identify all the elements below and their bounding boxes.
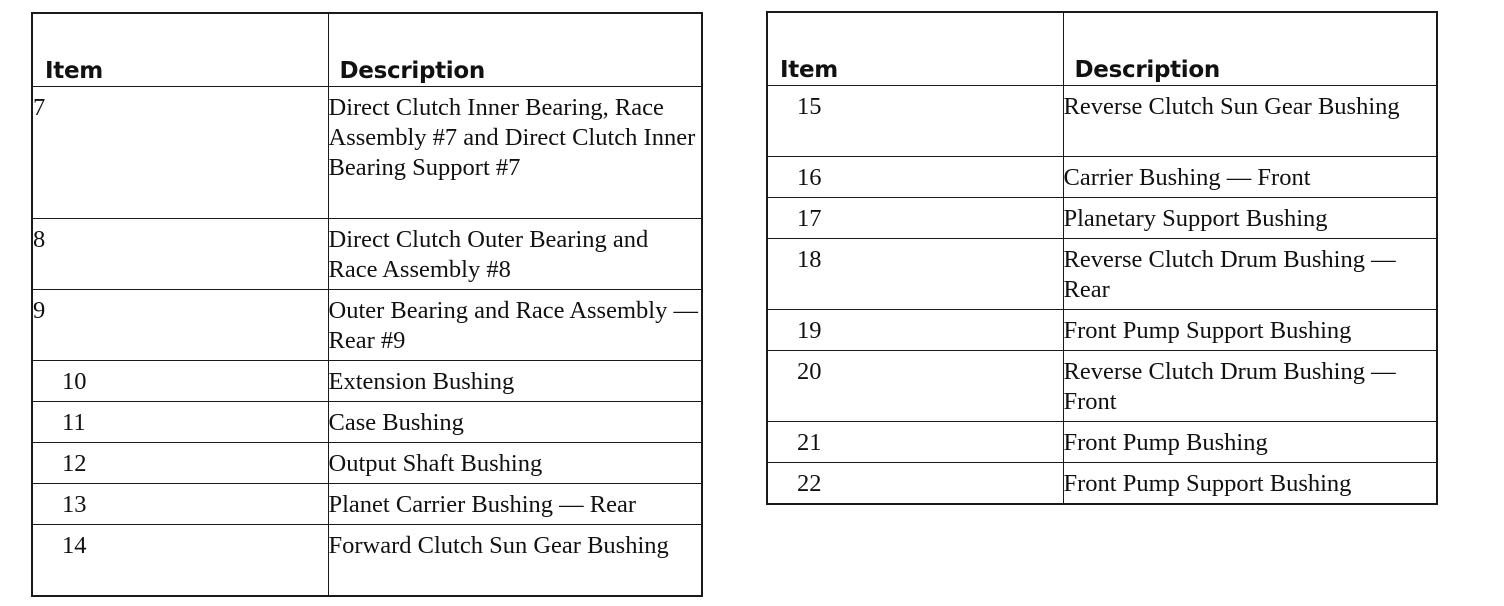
table-header-row xyxy=(32,13,702,87)
item-number: 15 xyxy=(767,86,1063,157)
item-number: 11 xyxy=(32,402,328,443)
table-row xyxy=(32,290,702,361)
item-number: 12 xyxy=(32,443,328,484)
table-row xyxy=(767,198,1437,239)
table-row xyxy=(767,86,1437,157)
table-row xyxy=(767,239,1437,310)
item-description: Front Pump Support Bushing xyxy=(1063,310,1437,351)
table-row xyxy=(32,219,702,290)
item-description: Reverse Clutch Sun Gear Bushing xyxy=(1063,86,1437,157)
item-number: 18 xyxy=(767,239,1063,310)
table-row xyxy=(32,402,702,443)
column-header-item: Item xyxy=(32,13,328,87)
table-row xyxy=(767,422,1437,463)
item-description: Front Pump Support Bushing xyxy=(1063,463,1437,505)
table-row xyxy=(32,525,702,596)
parts-table-left xyxy=(31,12,703,597)
item-description: Extension Bushing xyxy=(328,361,702,402)
table-header-row xyxy=(767,12,1437,86)
item-number: 17 xyxy=(767,198,1063,239)
item-number: 13 xyxy=(32,484,328,525)
item-number: 10 xyxy=(32,361,328,402)
table-row xyxy=(32,484,702,525)
table-row xyxy=(32,361,702,402)
table-row xyxy=(32,87,702,219)
item-description: Output Shaft Bushing xyxy=(328,443,702,484)
column-header-description: Description xyxy=(328,13,702,87)
item-number: 14 xyxy=(32,525,328,596)
item-number: 9 xyxy=(32,290,328,361)
table-row xyxy=(32,443,702,484)
column-header-item: Item xyxy=(767,12,1063,86)
item-description: Direct Clutch Outer Bearing and Race Assembly #8 xyxy=(328,219,702,290)
table-row xyxy=(767,463,1437,505)
item-description: Case Bushing xyxy=(328,402,702,443)
table-row xyxy=(767,351,1437,422)
table-row xyxy=(767,310,1437,351)
item-description: Planet Carrier Bushing — Rear xyxy=(328,484,702,525)
item-number: 7 xyxy=(32,87,328,219)
item-number: 19 xyxy=(767,310,1063,351)
item-description: Planetary Support Bushing xyxy=(1063,198,1437,239)
item-description: Forward Clutch Sun Gear Bushing xyxy=(328,525,702,596)
item-description: Reverse Clutch Drum Bushing — Rear xyxy=(1063,239,1437,310)
column-header-description: Description xyxy=(1063,12,1437,86)
item-number: 21 xyxy=(767,422,1063,463)
parts-table-right xyxy=(766,11,1438,505)
item-number: 22 xyxy=(767,463,1063,505)
table-row xyxy=(767,157,1437,198)
item-number: 8 xyxy=(32,219,328,290)
item-description: Direct Clutch Inner Bearing, Race Assembly #7 and Direct Clutch Inner Bearing Support #7 xyxy=(328,87,702,219)
item-description: Reverse Clutch Drum Bushing — Front xyxy=(1063,351,1437,422)
item-description: Carrier Bushing — Front xyxy=(1063,157,1437,198)
item-number: 16 xyxy=(767,157,1063,198)
item-description: Front Pump Bushing xyxy=(1063,422,1437,463)
item-description: Outer Bearing and Race Assembly — Rear #9 xyxy=(328,290,702,361)
item-number: 20 xyxy=(767,351,1063,422)
